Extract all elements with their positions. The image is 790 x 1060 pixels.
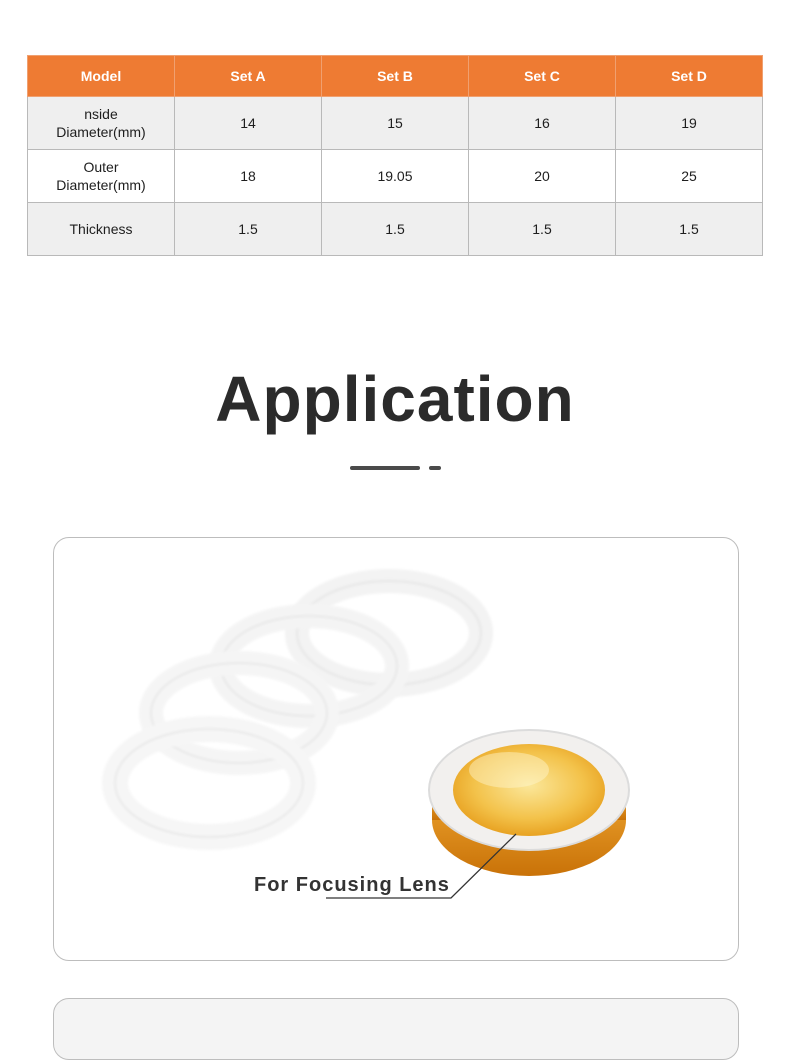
next-image-card: [53, 998, 739, 1060]
table-row: [28, 203, 763, 256]
table-cell: 1.5: [322, 203, 469, 256]
row-label-outer-diameter: Outer Diameter(mm): [28, 150, 175, 203]
header-set-d: Set D: [616, 56, 763, 97]
title-divider-long: [350, 466, 420, 470]
row-label-inside-diameter: nside Diameter(mm): [28, 97, 175, 150]
table-header-row: [28, 56, 763, 97]
table-cell: 15: [322, 97, 469, 150]
table-cell: 16: [469, 97, 616, 150]
spec-table: [27, 55, 763, 256]
header-model: Model: [28, 56, 175, 97]
callout-label: For Focusing Lens: [254, 874, 450, 896]
table-cell: 1.5: [616, 203, 763, 256]
table-cell: 20: [469, 150, 616, 203]
table-cell: 25: [616, 150, 763, 203]
table-cell: 19.05: [322, 150, 469, 203]
table-cell: 19: [616, 97, 763, 150]
header-set-b: Set B: [322, 56, 469, 97]
section-title: Application: [215, 363, 575, 435]
title-divider-short: [429, 466, 441, 470]
table-row: [28, 97, 763, 150]
table-cell: 1.5: [469, 203, 616, 256]
focusing-lens: [429, 730, 629, 876]
header-set-a: Set A: [175, 56, 322, 97]
table-cell: 1.5: [175, 203, 322, 256]
white-seal-ring: [115, 729, 303, 837]
header-set-c: Set C: [469, 56, 616, 97]
table-cell: 14: [175, 97, 322, 150]
row-label-thickness: Thickness: [28, 203, 175, 256]
table-cell: 18: [175, 150, 322, 203]
product-image-card: [53, 537, 739, 961]
table-row: [28, 150, 763, 203]
